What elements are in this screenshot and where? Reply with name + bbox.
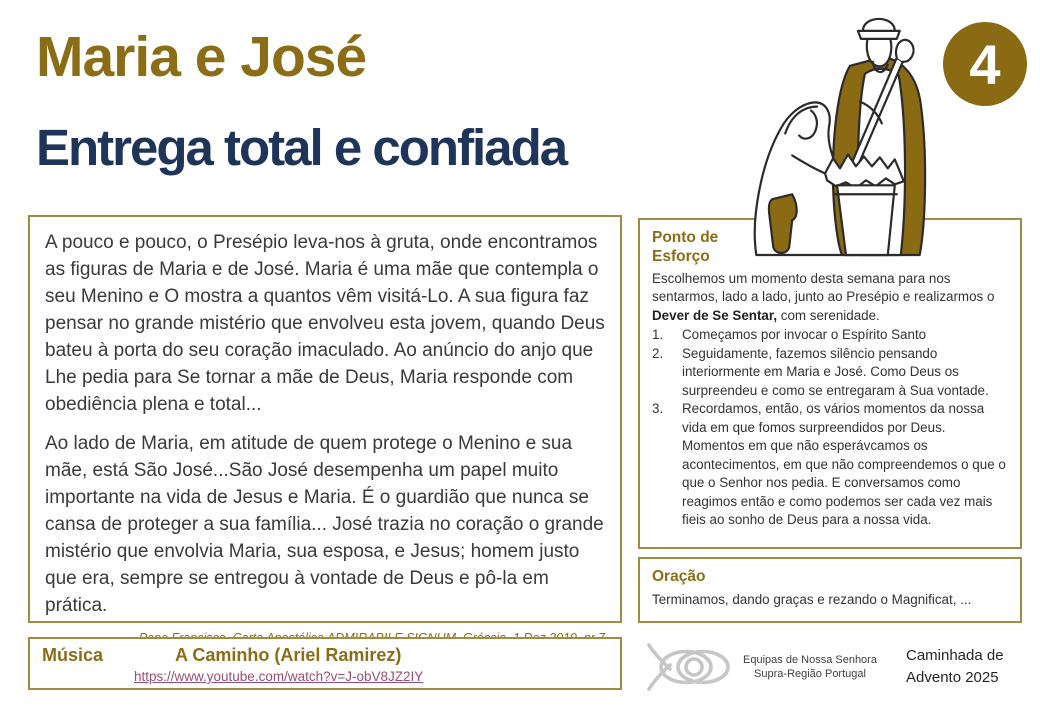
- list-item-number: 3.: [652, 401, 664, 417]
- list-item-text: Seguidamente, fazemos silêncio pensando interiormente em Maria e José. Como Deus os surpreendeu e como se entregaram à Sua vontade.: [682, 345, 989, 398]
- list-item-number: 1.: [652, 327, 664, 343]
- campaign-name: [906, 645, 1004, 689]
- musica-song-title: A Caminho (Ariel Ramirez): [175, 645, 402, 665]
- oracao-text: Terminamos, dando graças e rezando o Magnificat, ...: [652, 592, 972, 608]
- ponto-de-esforco-panel: [638, 218, 1022, 549]
- ponto-steps-list: [652, 326, 1008, 530]
- list-item-text: Recordamos, então, os vários momentos da nossa vida em que fomos surpreendidos por Deus. Momentos em que não esperávcamos os acontecimentos, em que não compreendemos o que o que o Senhor nos pedia. E conversamos como reagimos então e como podemos ser cada vez mais fieis ao sonho de Deus para a nossa vida.: [682, 401, 1006, 528]
- ponto-intro: [652, 270, 1008, 326]
- organization-line2: Supra-Região Portugal: [754, 668, 866, 680]
- reflection-text-panel: [28, 215, 622, 623]
- campaign-line2: Advento 2025: [906, 669, 999, 686]
- footer: [646, 634, 1030, 700]
- list-item: [652, 400, 1008, 530]
- list-item-text: Começamos por invocar o Espírito Santo: [682, 327, 927, 343]
- ponto-de-esforco-title: Ponto de Esforço: [652, 229, 719, 266]
- oracao-panel: [638, 557, 1022, 623]
- campaign-line1: Caminhada de: [906, 647, 1004, 665]
- page-subtitle: Entrega total e confiada: [36, 119, 567, 176]
- page-number: 4: [969, 32, 1001, 96]
- oracao-title: Oração: [652, 568, 706, 585]
- reflection-paragraph-1: A pouco e pouco, o Presépio leva-nos à gruta, onde encontramos as figuras de Maria e de José. Maria é uma mãe que contempla o seu Menino e O mostra a quantos vêm visitá-Lo. A sua figura faz pensar no grande mistério que envolveu esta jovem, quando Deus bateu à porta do seu coração imaculado. Ao anúncio do anjo que Lhe pedia para Se tornar a mãe de Deus, Maria responde com obediência plena e total...: [45, 232, 605, 415]
- musica-label: Música: [42, 645, 104, 665]
- fish-logo-icon: [646, 638, 738, 696]
- ponto-intro-text: Escolhemos um momento desta semana para nos sentarmos, lado a lado, junto ao Presépio e realizarmos o: [652, 270, 995, 305]
- list-item-number: 2.: [652, 345, 664, 361]
- musica-panel: [28, 637, 622, 690]
- list-item: [652, 345, 1008, 401]
- page-title: Maria e José: [36, 25, 367, 89]
- list-item: [652, 326, 1008, 345]
- organization-name: [740, 653, 880, 682]
- reflection-paragraph-2: Ao lado de Maria, em atitude de quem protege o Menino e sua mãe, está São José...São José desempenha um papel muito importante na vida de Jesus e Maria. É o guardião que nunca se cansa de proteger a sua família... José trazia no coração o grande mistério que envolvia Maria, sua esposa, e Jesus; homem justo que era, sempre se entregou à vontade de Deus e pô-la em prática.: [45, 433, 604, 616]
- nativity-illustration-icon: [722, 4, 960, 258]
- organization-line1: Equipas de Nossa Senhora: [743, 653, 877, 666]
- ponto-intro-tail: com serenidade.: [777, 307, 880, 323]
- ponto-intro-bold: Dever de Se Sentar,: [652, 307, 778, 323]
- youtube-link[interactable]: https://www.youtube.com/watch?v=J-obV8JZ2IY: [134, 669, 424, 684]
